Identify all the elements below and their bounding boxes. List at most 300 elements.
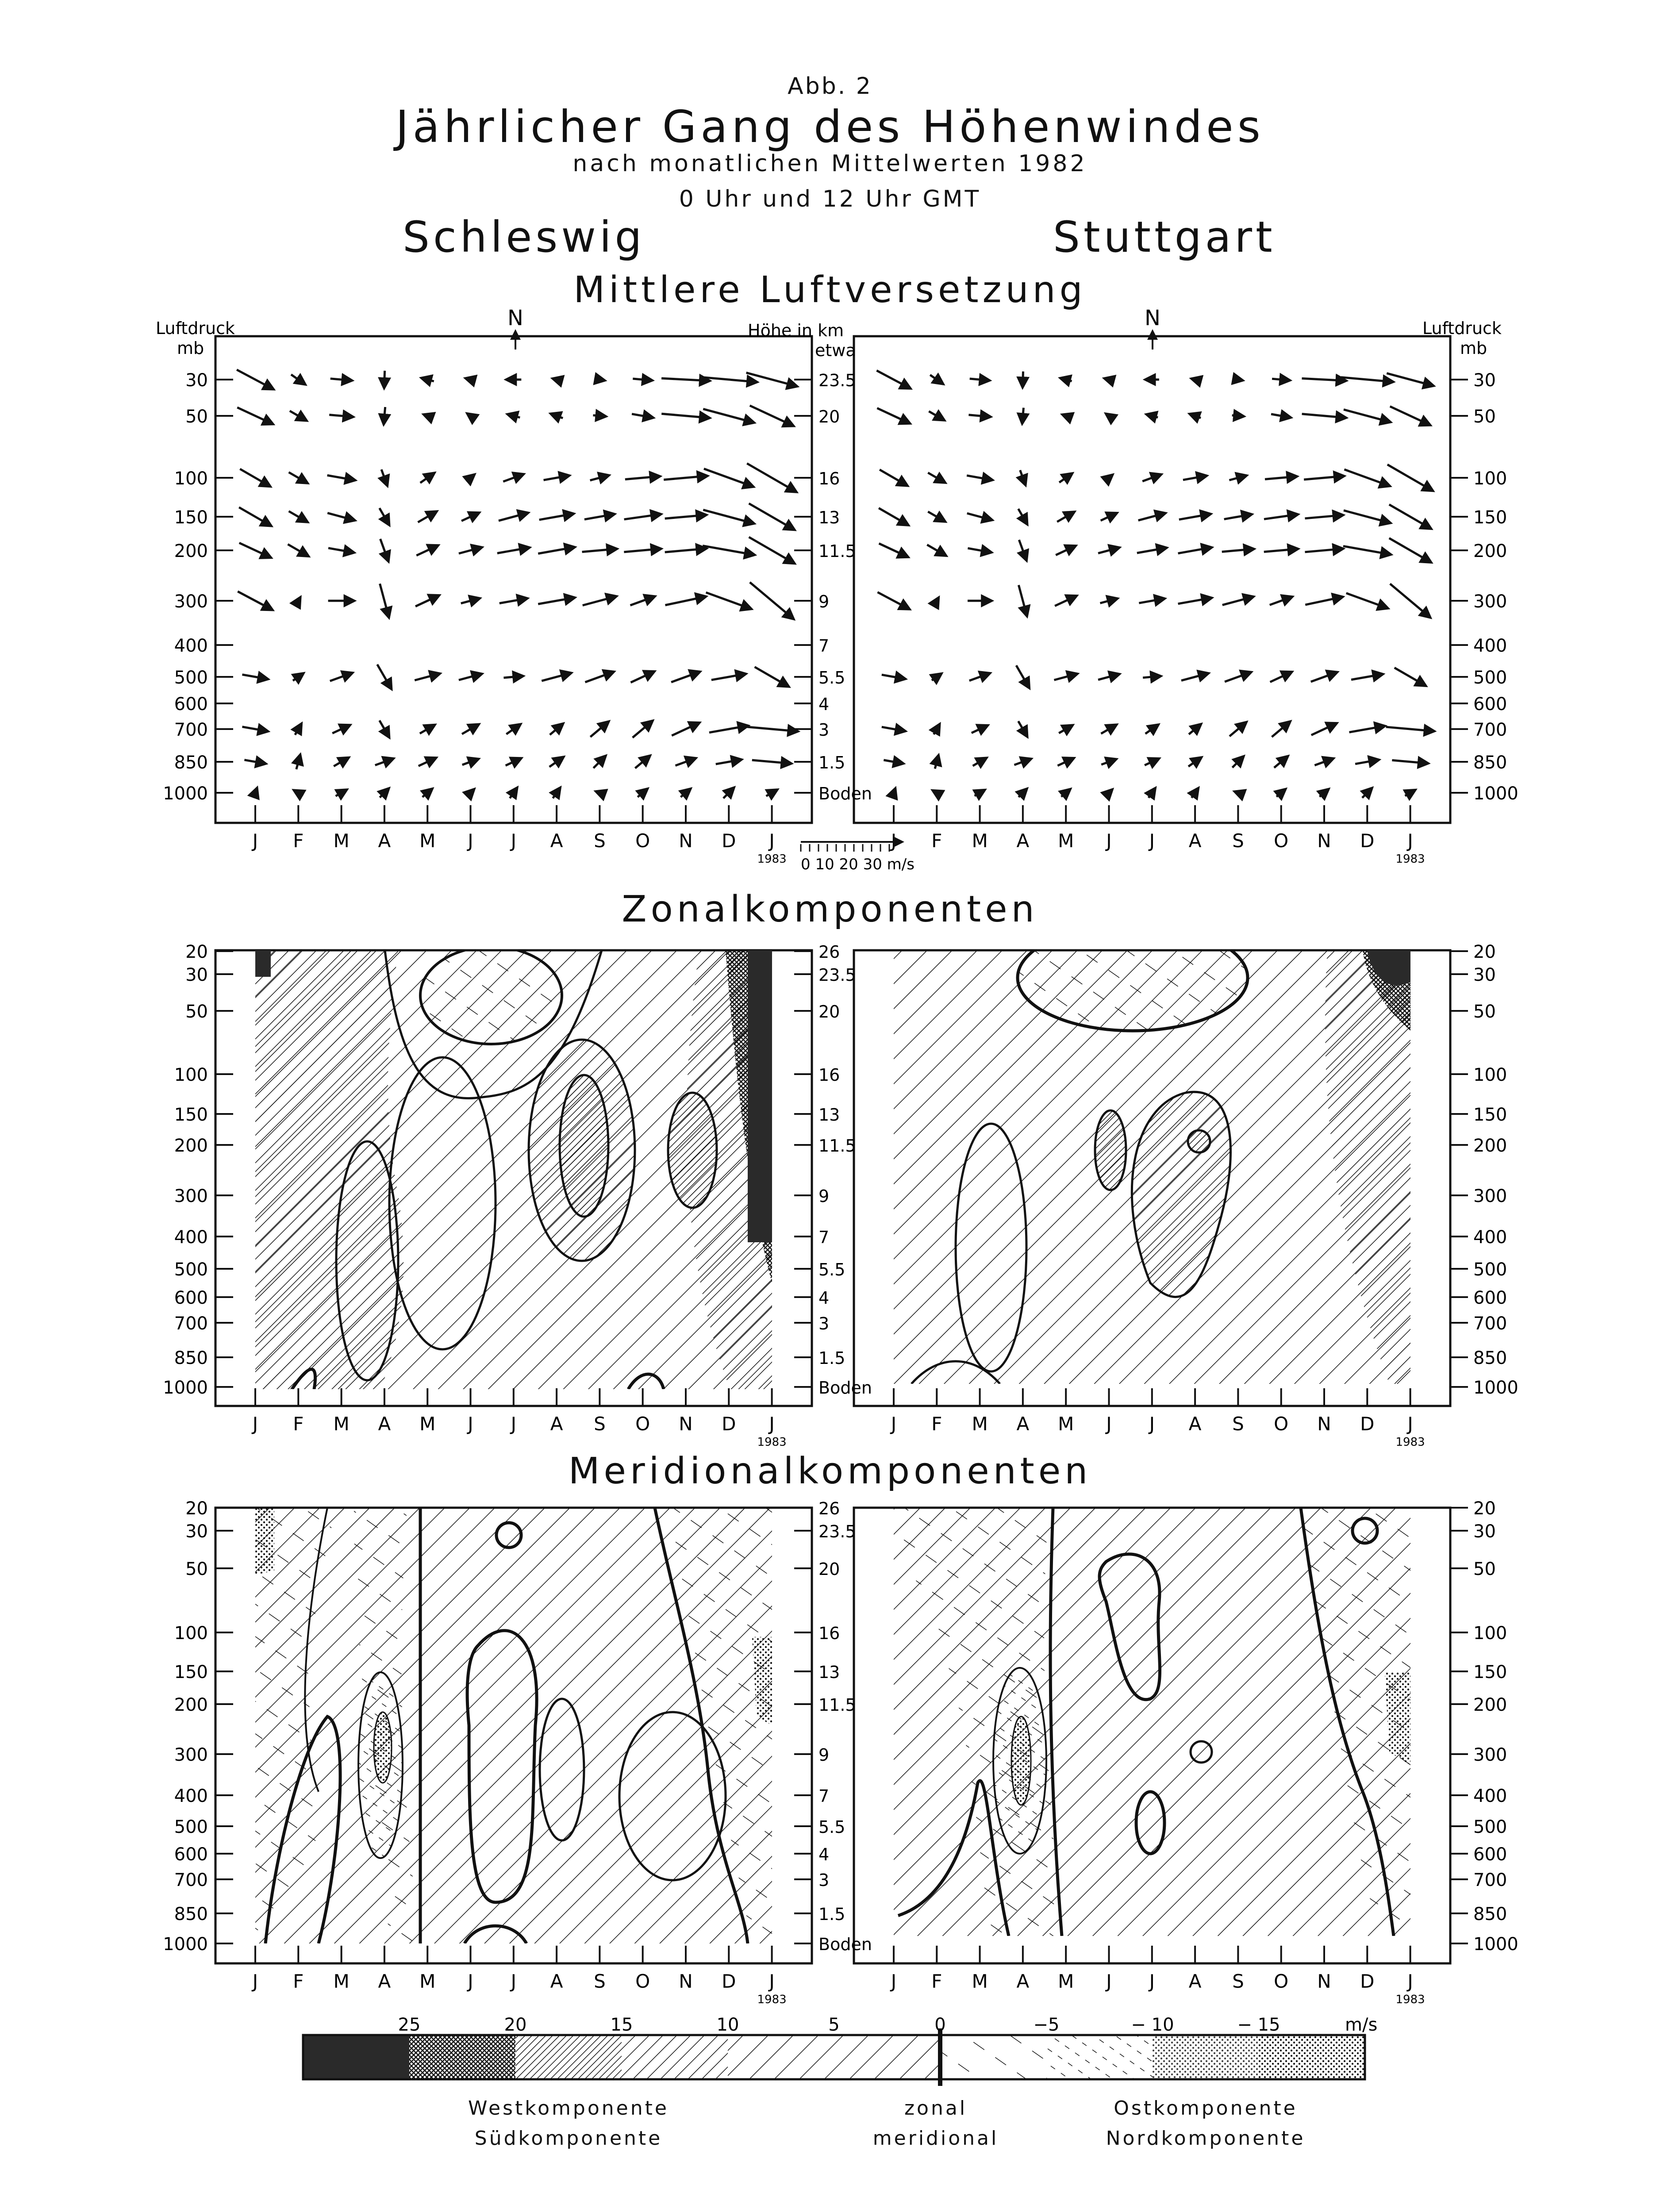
wind-arrow (1344, 469, 1390, 486)
month-label: S (1232, 1970, 1244, 1992)
wind-arrow (633, 721, 653, 738)
month-label: D (722, 1970, 736, 1992)
wind-arrow (584, 514, 615, 519)
legend-tick-label: 15 (610, 2015, 633, 2035)
month-label: M (333, 830, 350, 852)
wind-arrow (882, 727, 906, 731)
wind-arrow (465, 378, 476, 381)
month-label: S (594, 1970, 606, 1992)
height-tick-label: 20 (818, 1002, 840, 1022)
wind-arrow (665, 515, 707, 518)
wind-arrow (632, 414, 653, 418)
wind-arrow (254, 787, 257, 798)
wind-panel-right (854, 336, 1450, 823)
wind-arrow (1059, 725, 1073, 733)
wind-arrow (239, 543, 272, 558)
wind-arrow (1264, 549, 1299, 552)
wind-arrow (877, 408, 910, 424)
wind-arrow (1181, 673, 1209, 681)
wind-arrow (1305, 515, 1343, 518)
figure-time: 0 Uhr und 12 Uhr GMT (679, 186, 981, 212)
wind-arrow (462, 759, 479, 765)
height-tick-label: 4 (818, 695, 830, 714)
wind-arrow (635, 756, 650, 768)
wind-arrow (1346, 593, 1388, 609)
wind-arrow (752, 760, 792, 764)
pressure-tick-label: 1000 (163, 1934, 208, 1955)
height-tick-label: 11.5 (818, 1136, 856, 1156)
wind-arrow (968, 548, 991, 553)
wind-arrow (289, 472, 308, 484)
wind-arrow (1178, 547, 1212, 553)
month-label: D (722, 1413, 736, 1435)
month-label: N (1317, 1970, 1331, 1992)
wind-arrow (327, 475, 356, 480)
legend-west: Westkomponente (468, 2097, 669, 2120)
year-label: 1983 (1395, 1436, 1425, 1449)
wind-arrow (467, 413, 474, 418)
wind-arrow (879, 508, 909, 525)
wind-arrow (506, 724, 521, 734)
pressure-tick-label: 20 (1473, 942, 1496, 962)
wind-arrow (1387, 465, 1433, 491)
month-label: M (1058, 830, 1074, 852)
pressure-unit-label: mb (1460, 338, 1487, 358)
month-label: S (1232, 1413, 1244, 1435)
wind-arrow (327, 513, 355, 521)
wind-arrow (1101, 725, 1117, 734)
wind-arrow (1098, 674, 1120, 680)
wind-arrow (384, 407, 385, 425)
legend-tick-label: − 10 (1131, 2015, 1174, 2035)
wind-arrow (745, 727, 799, 731)
wind-arrow (930, 375, 943, 384)
wind-arrow (877, 592, 910, 610)
wind-arrow (380, 539, 388, 562)
pressure-tick-label: 100 (1473, 1065, 1507, 1085)
zonal-panel-left (215, 947, 812, 1406)
month-label: A (378, 1413, 391, 1435)
north-label: N (1145, 306, 1160, 330)
wind-arrow (1104, 378, 1114, 381)
wind-arrow (1183, 476, 1207, 480)
pressure-tick-label: 300 (1473, 1186, 1507, 1206)
height-tick-label: 7 (818, 1786, 830, 1806)
wind-arrow (419, 757, 437, 766)
pressure-tick-label: 20 (185, 942, 208, 962)
wind-arrow (1019, 540, 1026, 561)
wind-arrow (967, 476, 993, 480)
pressure-tick-label: 200 (1473, 541, 1507, 561)
wind-arrow (1018, 509, 1028, 525)
wind-arrow (1222, 596, 1254, 605)
month-label: J (1106, 830, 1112, 852)
wind-arrow (1395, 668, 1426, 686)
wind-arrow (590, 475, 609, 480)
legend-tick-label: −5 (1033, 2015, 1060, 2035)
pressure-tick-label: 50 (185, 1002, 208, 1022)
height-tick-label: 5.5 (818, 1260, 845, 1279)
wind-arrow (1344, 410, 1391, 422)
pressure-tick-label: 700 (174, 720, 208, 740)
wind-arrow (1341, 377, 1394, 382)
wind-arrow (1351, 674, 1383, 680)
wind-arrow (1305, 549, 1343, 552)
wind-arrow (290, 411, 307, 421)
month-label: M (419, 830, 436, 852)
height-tick-label: 13 (818, 508, 840, 527)
wind-arrow (1138, 513, 1166, 521)
pressure-tick-label: 500 (174, 1817, 208, 1837)
month-label: J (891, 1970, 897, 1992)
pressure-tick-label: 1000 (1473, 783, 1518, 804)
wind-arrow (1016, 665, 1030, 688)
figure-title: Jährlicher Gang des Höhenwindes (396, 101, 1264, 153)
wind-arrow (1304, 476, 1345, 480)
month-label: M (972, 1413, 988, 1435)
zonal-panel-right (854, 925, 1450, 1406)
station-right: Stuttgart (1053, 212, 1276, 262)
height-tick-label: 23.5 (818, 1522, 856, 1541)
wind-arrow (932, 790, 941, 795)
wind-arrow (462, 724, 479, 734)
wind-arrow (1311, 672, 1338, 682)
legend-bar (303, 2028, 1365, 2086)
wind-arrow (375, 758, 394, 765)
month-label: O (635, 1970, 650, 1992)
month-label: J (1149, 1413, 1155, 1435)
pressure-tick-label: 50 (1473, 1002, 1496, 1022)
pressure-tick-label: 1000 (1473, 1934, 1518, 1955)
pressure-tick-label: 500 (174, 668, 208, 688)
pressure-tick-label: 150 (174, 507, 208, 528)
pressure-tick-label: 30 (1473, 1521, 1496, 1542)
wind-arrow (672, 722, 699, 736)
wind-arrow (935, 597, 939, 604)
wind-arrow (703, 510, 754, 523)
pressure-unit-label: mb (177, 338, 204, 358)
month-label: F (931, 1970, 942, 1992)
height-prefix-label: etwa (815, 341, 856, 360)
section-meridional-title: Meridionalkomponenten (568, 1450, 1092, 1492)
pressure-tick-label: 100 (1473, 1623, 1507, 1644)
pressure-tick-label: 700 (1473, 720, 1507, 740)
height-tick-label: 9 (818, 592, 830, 611)
height-tick-label: 3 (818, 1870, 830, 1890)
pressure-tick-label: 30 (1473, 370, 1496, 391)
wind-arrow (1355, 760, 1379, 764)
wind-arrow (1222, 549, 1254, 552)
wind-arrow (1319, 789, 1329, 797)
pressure-tick-label: 700 (174, 1313, 208, 1334)
wind-arrow (1390, 584, 1431, 618)
wind-arrow (1100, 599, 1118, 603)
legend-tick-label: − 15 (1237, 2015, 1280, 2035)
wind-arrow (624, 514, 661, 519)
wind-arrow (1264, 515, 1298, 519)
wind-arrows-right (876, 370, 1434, 798)
wind-arrow (1314, 758, 1333, 765)
month-label: J (511, 1413, 516, 1435)
wind-arrow (1178, 598, 1212, 604)
legend-south: Südkomponente (474, 2127, 663, 2150)
month-label: M (419, 1970, 436, 1992)
wind-arrow (1188, 757, 1202, 766)
pressure-tick-label: 50 (185, 407, 208, 427)
height-tick-label: 16 (818, 469, 840, 488)
wind-arrow (593, 756, 606, 768)
legend-tick-label: 0 (934, 2015, 946, 2035)
wind-arrow (1057, 758, 1074, 765)
month-label: J (468, 1413, 473, 1435)
wind-panel-left (215, 336, 812, 823)
wind-arrow (466, 474, 475, 481)
month-label: J (468, 1970, 473, 1992)
pressure-tick-label: 200 (1473, 1695, 1507, 1715)
wind-arrow (932, 673, 942, 680)
wind-arrow (968, 415, 991, 417)
wind-arrow (967, 513, 993, 520)
wind-arrow (1389, 538, 1432, 562)
wind-arrow (1101, 513, 1118, 520)
month-label: M (972, 1970, 988, 1992)
month-label: O (1274, 1413, 1289, 1435)
month-label: J (468, 830, 473, 852)
wind-arrow (293, 673, 304, 680)
wind-arrow (418, 511, 437, 522)
pressure-tick-label: 700 (174, 1870, 208, 1890)
wind-arrow (671, 672, 700, 682)
wind-arrow (507, 414, 520, 418)
pressure-tick-label: 400 (174, 1227, 208, 1248)
wind-arrow (1189, 414, 1201, 418)
wind-arrow (665, 549, 707, 552)
wind-arrow (550, 414, 563, 418)
height-tick-label: 1.5 (818, 1348, 845, 1368)
legend-zonal: zonal (904, 2097, 968, 2120)
month-label: F (931, 830, 942, 852)
wind-arrow (934, 724, 940, 734)
height-tick-label: 20 (818, 407, 840, 426)
wind-arrow (1392, 760, 1428, 763)
month-label: J (252, 830, 258, 852)
wind-arrow (329, 415, 354, 417)
wind-arrow (1060, 378, 1072, 381)
wind-arrow (1055, 595, 1077, 606)
pressure-tick-label: 400 (1473, 1227, 1507, 1248)
month-label: N (679, 1970, 693, 1992)
pressure-tick-label: 100 (174, 1623, 208, 1644)
wind-arrow (244, 760, 266, 764)
wind-arrow (538, 598, 575, 604)
wind-arrow (377, 664, 392, 689)
legend-tick-label: 20 (504, 2015, 527, 2035)
pressure-tick-label: 1000 (163, 1378, 208, 1398)
month-label: A (550, 1970, 563, 1992)
wind-arrow (1265, 476, 1297, 479)
wind-arrow (747, 464, 797, 492)
height-axis-label: Höhe in km (748, 321, 844, 340)
wind-arrow (237, 407, 273, 424)
height-tick-label: 23.5 (818, 371, 856, 390)
month-label: M (333, 1970, 350, 1992)
month-label: F (293, 830, 304, 852)
month-label: J (1407, 1970, 1413, 1992)
month-label: M (333, 1413, 350, 1435)
height-tick-label: 23.5 (818, 965, 856, 985)
wind-arrow (1389, 504, 1432, 529)
wind-arrow (664, 476, 708, 480)
month-label: J (252, 1413, 258, 1435)
legend-east: Ostkomponente (1114, 2097, 1298, 2120)
height-tick-label: 20 (818, 1559, 840, 1579)
wind-arrow (380, 584, 389, 618)
wind-arrow (1271, 414, 1291, 418)
pressure-tick-label: 500 (1473, 1260, 1507, 1280)
month-label: J (891, 830, 897, 852)
wind-arrow (423, 415, 432, 418)
wind-arrow (749, 537, 795, 564)
wind-arrow (1230, 722, 1247, 737)
month-label: A (550, 830, 563, 852)
station-left: Schleswig (403, 212, 646, 262)
wind-arrow (289, 511, 308, 522)
wind-arrow (1105, 475, 1113, 481)
year-label: 1983 (757, 1993, 787, 2006)
wind-arrow (1225, 672, 1252, 682)
wind-arrows-left (237, 370, 798, 799)
month-label: J (511, 830, 516, 852)
wind-arrow (1276, 789, 1286, 797)
month-label: A (1188, 830, 1202, 852)
wind-arrow (624, 549, 661, 552)
wind-arrow (969, 673, 991, 680)
wind-arrow (661, 414, 710, 418)
wind-arrow (1056, 545, 1076, 555)
wind-arrow (1362, 788, 1372, 798)
wind-arrow (1059, 473, 1072, 482)
wind-arrow (380, 721, 390, 738)
wind-arrow (461, 512, 480, 521)
wind-arrow (550, 723, 564, 735)
month-label: J (1407, 830, 1413, 852)
pressure-tick-label: 700 (1473, 1870, 1507, 1890)
wind-arrow (1234, 791, 1242, 794)
wind-arrow (884, 760, 903, 764)
wind-arrow (630, 596, 655, 606)
height-tick-label: 13 (818, 1663, 840, 1682)
wind-arrow (499, 513, 529, 521)
wind-arrow (291, 375, 306, 385)
height-tick-label: 4 (818, 1845, 830, 1864)
wind-arrow (593, 415, 606, 417)
wind-arrow (1022, 372, 1023, 388)
wind-arrow (1137, 548, 1167, 553)
pressure-tick-label: 150 (1473, 507, 1507, 528)
wind-arrow (766, 790, 778, 796)
month-label: J (1149, 830, 1155, 852)
month-label: D (1360, 1413, 1375, 1435)
height-tick-label: Boden (818, 1935, 872, 1954)
pressure-axis-label: Luftdruck (156, 319, 235, 338)
wind-arrow (749, 503, 795, 530)
month-label: J (1106, 1970, 1112, 1992)
wind-arrow (1098, 547, 1120, 553)
pressure-tick-label: 300 (1473, 591, 1507, 612)
wind-arrow (332, 725, 350, 733)
wind-arrow (1022, 408, 1023, 424)
wind-arrow (467, 789, 475, 797)
wind-arrow (423, 788, 433, 797)
wind-arrow (1191, 788, 1199, 798)
pressure-tick-label: 300 (174, 1745, 208, 1765)
pressure-tick-label: 600 (174, 1844, 208, 1865)
height-tick-label: 7 (818, 1228, 830, 1247)
wind-arrow (1270, 672, 1292, 682)
pressure-tick-label: 30 (185, 965, 208, 985)
month-label: S (594, 830, 606, 852)
pressure-tick-label: 150 (1473, 1662, 1507, 1682)
month-label: N (679, 830, 693, 852)
wind-arrow (1387, 373, 1434, 386)
pressure-tick-label: 500 (1473, 668, 1507, 688)
wind-arrow (420, 473, 435, 483)
pressure-tick-label: 500 (174, 1260, 208, 1280)
wind-arrow (1018, 721, 1028, 737)
month-label: D (1360, 1970, 1375, 1992)
year-label: 1983 (757, 1436, 787, 1449)
wind-arrow (879, 543, 909, 557)
pressure-tick-label: 300 (174, 591, 208, 612)
wind-arrow (544, 476, 570, 480)
wind-arrow (1142, 474, 1161, 481)
wind-arrow (750, 406, 794, 426)
wind-arrow (296, 754, 300, 769)
wind-arrow (746, 373, 798, 386)
year-label: 1983 (757, 853, 787, 866)
month-label: N (1317, 1413, 1331, 1435)
wind-arrow (1020, 470, 1026, 486)
height-tick-label: 1.5 (818, 753, 845, 772)
month-label: A (1016, 1413, 1030, 1435)
wind-arrow (704, 469, 754, 487)
wind-arrow (296, 597, 300, 604)
wind-arrow (1057, 512, 1075, 522)
wind-arrow (503, 676, 523, 678)
month-label: J (252, 1970, 258, 1992)
legend-north: Nordkomponente (1106, 2127, 1306, 2150)
month-label: S (1232, 830, 1244, 852)
wind-arrow (1224, 514, 1252, 519)
month-label: D (722, 830, 736, 852)
wind-arrow (500, 598, 528, 603)
wind-arrow (583, 596, 617, 606)
pressure-tick-label: 300 (1473, 1745, 1507, 1765)
wind-arrow (506, 758, 522, 766)
wind-arrow (1145, 758, 1159, 765)
wind-arrow (330, 673, 353, 681)
height-tick-label: 9 (818, 1187, 830, 1206)
height-tick-label: Boden (818, 784, 872, 803)
figure-subtitle: nach monatlichen Mittelwerten 1982 (573, 150, 1087, 177)
wind-arrow (1232, 756, 1244, 768)
wind-arrow (927, 545, 946, 556)
wind-arrow (330, 379, 353, 380)
height-tick-label: 3 (818, 720, 830, 740)
wind-arrow (459, 674, 482, 680)
wind-arrow (1143, 676, 1161, 678)
meridional-panel-left (215, 1508, 812, 1963)
